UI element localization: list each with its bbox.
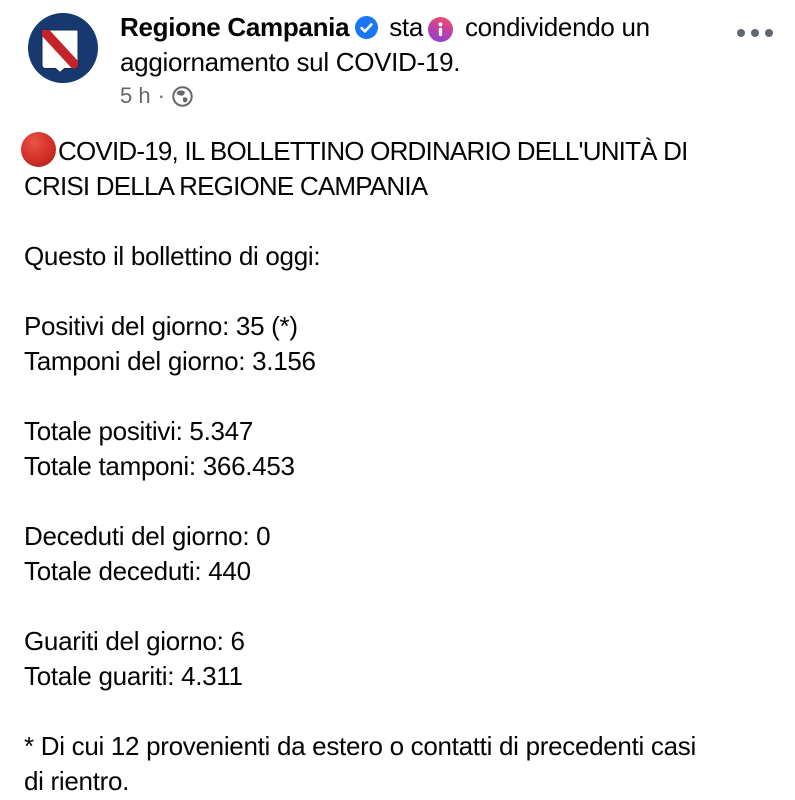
- post-context: [120, 10, 730, 109]
- page-avatar[interactable]: [28, 13, 98, 83]
- paragraph-deaths: [24, 519, 696, 589]
- post-text: * Di cui 12 provenienti da estero o contatti di precedenti casi: [24, 731, 696, 761]
- post-text-line: [24, 764, 696, 799]
- post-text: CRISI DELLA REGIONE CAMPANIA: [24, 171, 428, 201]
- post-text: Totale tamponi: 366.453: [24, 451, 295, 481]
- post-text-line: [24, 519, 696, 554]
- post-text: Totale deceduti: 440: [24, 556, 251, 586]
- post-text: di rientro.: [24, 766, 130, 796]
- post-text-line: [24, 729, 696, 764]
- post-text-line: [24, 169, 696, 204]
- meta-separator: ·: [157, 83, 165, 108]
- paragraph-title: [24, 132, 696, 204]
- timestamp-link[interactable]: 5 h: [120, 83, 151, 108]
- more-options-button[interactable]: [733, 25, 777, 41]
- post-meta: [120, 83, 730, 109]
- page-name-link[interactable]: Regione Campania: [120, 12, 350, 42]
- post-text-line: [24, 449, 696, 484]
- ellipsis-dot: [751, 29, 759, 37]
- post-text-line: [24, 309, 696, 344]
- post-text: Guariti del giorno: 6: [24, 626, 245, 656]
- paragraph-intro: [24, 239, 696, 274]
- action-text-prefix: sta: [389, 12, 423, 42]
- paragraph-totals: [24, 414, 696, 484]
- context-line: [120, 10, 730, 80]
- ellipsis-dot: [737, 29, 745, 37]
- ellipsis-dot: [765, 29, 773, 37]
- regione-campania-logo-icon: [28, 13, 98, 83]
- paragraph-footnote: [24, 729, 696, 799]
- post-text-line: [24, 239, 696, 274]
- post-text: Totale positivi: 5.347: [24, 416, 253, 446]
- verified-badge-icon: [349, 12, 382, 42]
- info-icon[interactable]: [423, 12, 458, 42]
- action-text: condividendo un aggiornamento sul COVID-19.: [120, 12, 650, 77]
- post-text-line: [24, 624, 696, 659]
- red-circle-emoji: [21, 132, 56, 167]
- globe-icon: [172, 86, 193, 107]
- post-text: Deceduti del giorno: 0: [24, 521, 271, 551]
- post-text: Questo il bollettino di oggi:: [24, 241, 321, 271]
- paragraph-recovered: [24, 624, 696, 694]
- post-text: Positivi del giorno: 35 (*): [24, 311, 298, 341]
- post-text-line: [24, 414, 696, 449]
- post-text-line: [24, 554, 696, 589]
- post-text-line: [24, 132, 696, 169]
- post-body: [24, 132, 696, 799]
- post-text-line: [24, 344, 696, 379]
- post-text: COVID-19, IL BOLLETTINO ORDINARIO DELL'UNITÀ DI: [58, 136, 688, 166]
- post-text-line: [24, 659, 696, 694]
- paragraph-daily-cases: [24, 309, 696, 379]
- post-text: Tamponi del giorno: 3.156: [24, 346, 316, 376]
- post-text: Totale guariti: 4.311: [24, 661, 243, 691]
